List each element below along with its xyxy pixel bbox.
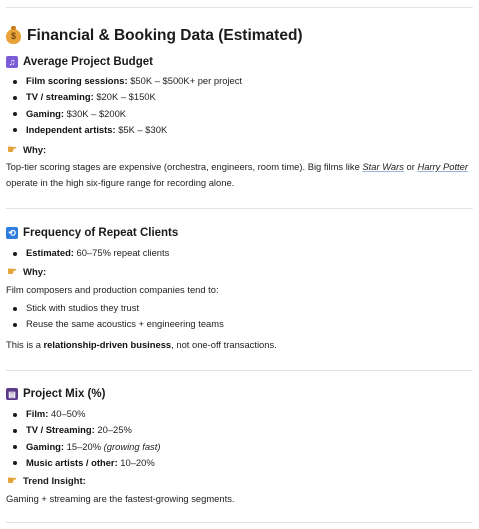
item-value: $20K – $150K — [93, 91, 156, 103]
item-value: 10–20% — [117, 456, 155, 468]
film-title-harry-potter[interactable]: Harry Potter — [417, 161, 468, 172]
item-label: Independent artists: — [26, 123, 116, 135]
list-item — [6, 73, 473, 89]
why-label: Why: — [23, 145, 47, 156]
clapper-board-icon: ▤ — [6, 388, 18, 400]
section-heading-mix-text: Project Mix (%) — [23, 388, 106, 400]
item-label: Music artists / other: — [26, 456, 118, 468]
emphasis-text: relationship-driven business — [43, 339, 172, 350]
paragraph-text: operate in the high six-figure range for recording alone. — [6, 177, 235, 188]
item-label: TV / streaming: — [26, 91, 94, 103]
item-value: 20–25% — [94, 424, 132, 436]
repeat-estimate-list — [6, 245, 473, 261]
item-value: $30K – $200K — [64, 107, 127, 119]
item-note: (growing fast) — [103, 440, 161, 452]
section-heading-repeat-text: Frequency of Repeat Clients — [23, 227, 179, 239]
item-label: Film: — [26, 408, 49, 419]
mix-list — [6, 406, 473, 471]
divider-top — [6, 7, 473, 8]
section-heading-mix — [6, 388, 473, 400]
why-heading-repeat — [6, 267, 473, 278]
divider-2 — [6, 370, 473, 371]
pointing-hand-icon: ☛ — [7, 266, 17, 278]
item-value: 15–20% — [64, 440, 104, 452]
item-value: 60–75% repeat clients — [73, 247, 170, 258]
item-label: TV / Streaming: — [26, 424, 95, 436]
paragraph-text: or — [403, 161, 418, 172]
film-title-star-wars[interactable]: Star Wars — [362, 161, 404, 172]
list-item: Reuse the same acoustics + engineering teams — [6, 316, 473, 332]
section-heading-budget-text: Average Project Budget — [23, 56, 153, 68]
trend-insight-heading — [6, 476, 473, 487]
budget-list — [6, 73, 473, 138]
pointing-hand-icon: ☛ — [7, 475, 17, 487]
item-value: $50K – $500K+ per project — [127, 75, 242, 86]
list-item — [6, 439, 473, 455]
trend-label: Trend Insight: — [23, 476, 86, 487]
paragraph-text: This is a — [6, 339, 44, 350]
budget-why-paragraph — [6, 159, 473, 191]
page-title — [6, 27, 473, 45]
why-heading-budget — [6, 145, 473, 156]
list-item: Stick with studios they trust — [6, 300, 473, 316]
list-item — [6, 455, 473, 471]
paragraph-text: , not one-off transactions. — [171, 339, 277, 350]
list-item — [6, 422, 473, 438]
repeat-intro: Film composers and production companies tend to: — [6, 284, 219, 295]
repeat-reasons-list — [6, 300, 473, 333]
divider-bottom — [6, 522, 473, 523]
money-bag-icon: $ — [6, 29, 21, 44]
list-item — [6, 245, 473, 261]
list-item — [6, 106, 473, 122]
item-label: Film scoring sessions: — [26, 75, 128, 86]
trend-text: Gaming + streaming are the fastest-growing segments. — [6, 493, 235, 504]
music-note-icon: ♫ — [6, 56, 18, 68]
divider-1 — [6, 208, 473, 209]
pointing-hand-icon: ☛ — [7, 144, 17, 156]
list-item — [6, 406, 473, 422]
section-heading-repeat — [6, 227, 473, 239]
item-label: Gaming: — [26, 107, 65, 119]
why-label: Why: — [23, 267, 47, 278]
list-item — [6, 122, 473, 138]
section-heading-budget — [6, 56, 473, 68]
item-label: Estimated: — [26, 247, 74, 258]
item-label: Gaming: — [26, 440, 65, 452]
item-value: 40–50% — [48, 408, 86, 419]
repeat-closing — [6, 337, 473, 353]
page-title-text: Financial & Booking Data (Estimated) — [27, 27, 303, 44]
paragraph-text: Top-tier scoring stages are expensive (orchestra, engineers, room time). Big films like — [6, 161, 363, 172]
repeat-icon: ⟲ — [6, 227, 18, 239]
item-value: $5K – $30K — [115, 123, 168, 135]
list-item — [6, 89, 473, 105]
